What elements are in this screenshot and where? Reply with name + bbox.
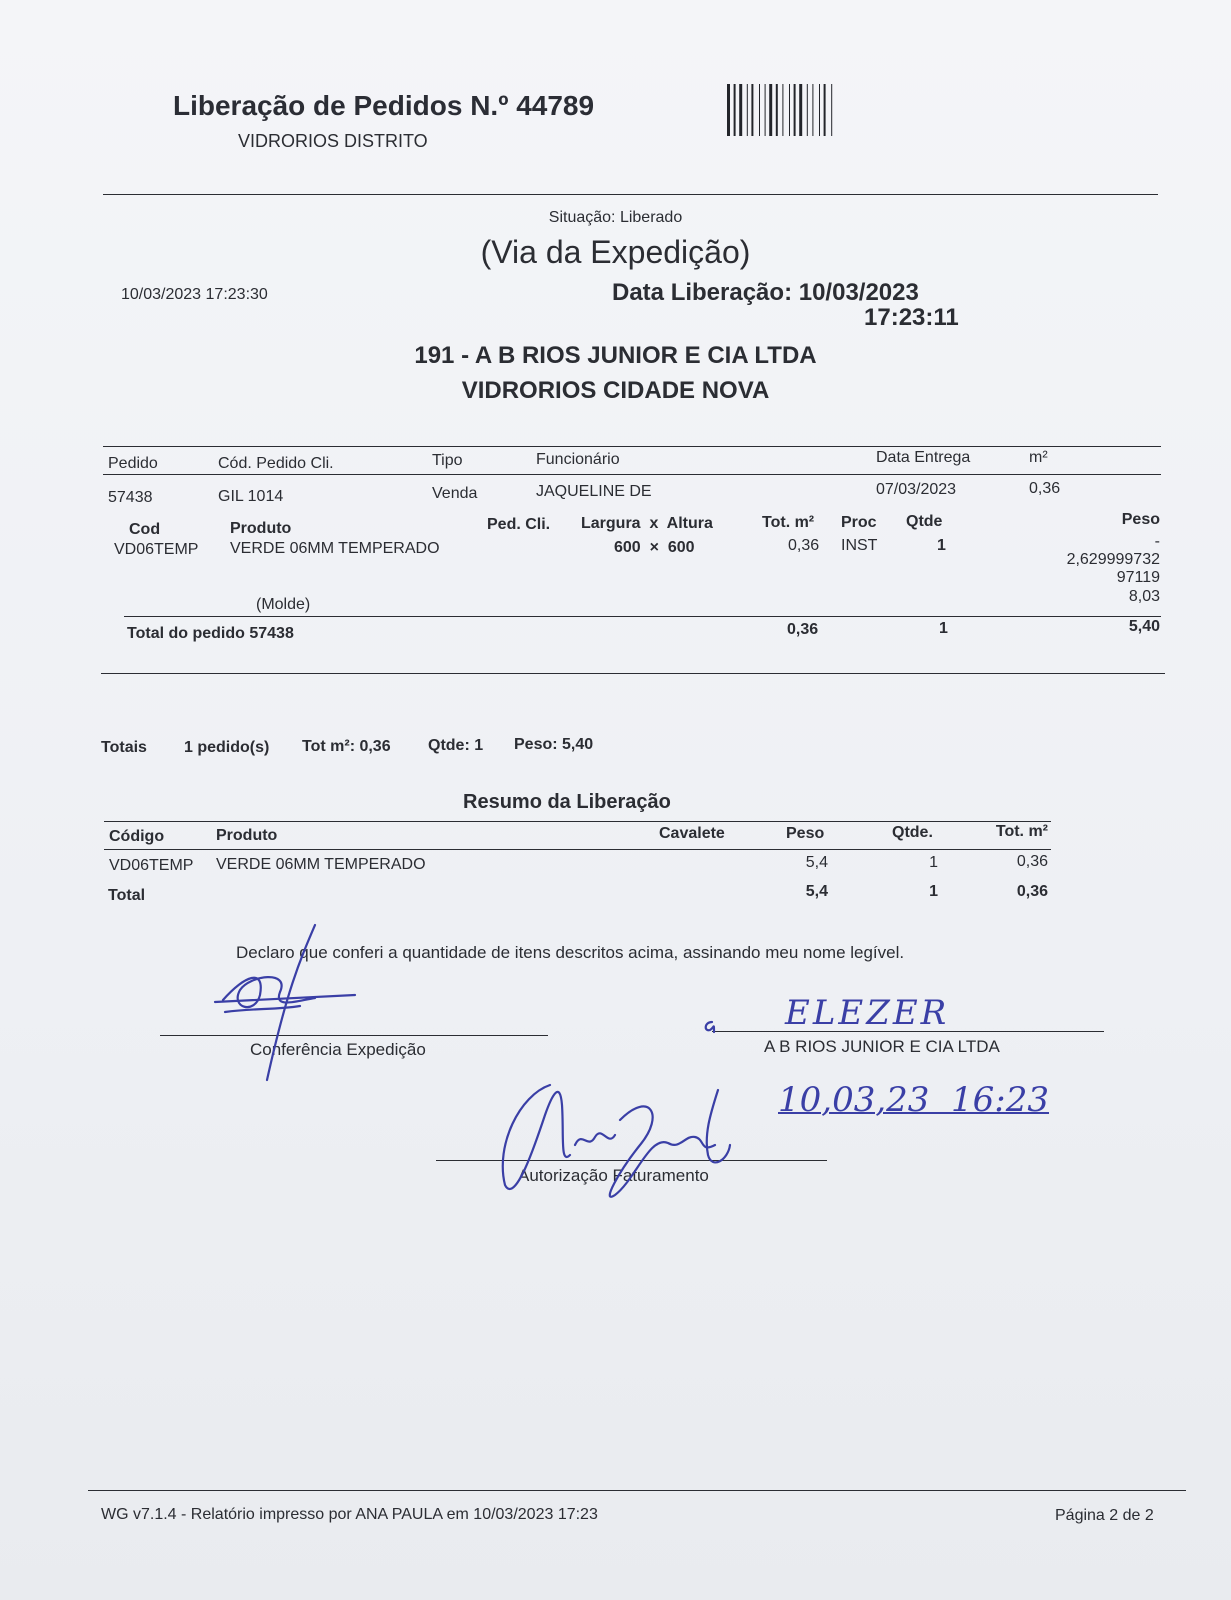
order-data-entrega: 07/03/2023 xyxy=(876,481,957,498)
item-header-qtde: Qtde xyxy=(906,513,943,530)
summary-row-tot-m2: 0,36 xyxy=(1016,853,1048,870)
data-liberacao: Data Liberação: 10/03/2023 xyxy=(612,279,919,306)
item-header-proc: Proc xyxy=(841,514,877,531)
item-header-largura-altura: Largura x Altura xyxy=(581,515,713,532)
item-qtde: 1 xyxy=(937,537,946,554)
item-cod: VD06TEMP xyxy=(114,541,199,558)
divider xyxy=(101,673,1165,674)
barcode xyxy=(727,84,912,136)
signature-mark xyxy=(700,1018,720,1038)
order-funcionario: JAQUELINE DE xyxy=(536,483,652,500)
item-molde: (Molde) xyxy=(256,596,311,613)
col-header-m2: m² xyxy=(1029,449,1048,466)
totals-pedidos: 1 pedido(s) xyxy=(184,739,270,756)
divider xyxy=(103,474,1161,475)
order-pedido: 57438 xyxy=(108,489,153,506)
item-peso-line-2: 97119 xyxy=(1116,569,1160,586)
summary-row-peso: 5,4 xyxy=(805,854,828,871)
order-total-qtde: 1 xyxy=(939,620,948,637)
summary-total-peso: 5,4 xyxy=(805,883,828,900)
summary-header-produto: Produto xyxy=(216,827,278,844)
label-autorizacao-faturamento: Autorização Faturamento xyxy=(518,1166,709,1185)
client-line-1: 191 - A B RIOS JUNIOR E CIA LTDA xyxy=(414,342,817,369)
signature-conferencia xyxy=(205,920,365,1100)
summary-header-cavalete: Cavalete xyxy=(659,825,725,842)
label-conferencia-expedicao: Conferência Expedição xyxy=(250,1040,426,1059)
item-peso-dash: - xyxy=(1154,533,1160,550)
divider xyxy=(124,616,1161,617)
footer-page-number: Página 2 de 2 xyxy=(1055,1507,1154,1524)
summary-row-qtde: 1 xyxy=(929,854,938,871)
status-situacao: Situação: Liberado xyxy=(548,209,683,226)
handwritten-date: 10,03,23 16:23 xyxy=(778,1080,1050,1120)
via-label: (Via da Expedição) xyxy=(480,234,751,270)
col-header-funcionario: Funcionário xyxy=(536,451,620,468)
summary-row-codigo: VD06TEMP xyxy=(109,857,194,874)
order-total-label: Total do pedido 57438 xyxy=(127,625,294,642)
col-header-data-entrega: Data Entrega xyxy=(876,449,971,466)
col-header-cod-pedido-cli: Cód. Pedido Cli. xyxy=(218,455,334,472)
summary-row-produto: VERDE 06MM TEMPERADO xyxy=(216,856,426,873)
divider xyxy=(104,849,1051,850)
document-title: Liberação de Pedidos N.º 44789 xyxy=(173,90,595,121)
hora-liberacao: 17:23:11 xyxy=(864,304,959,331)
item-header-cod: Cod xyxy=(129,521,161,538)
totals-label: Totais xyxy=(101,739,147,756)
printed-timestamp: 10/03/2023 17:23:30 xyxy=(121,286,268,303)
item-header-peso: Peso xyxy=(1121,511,1160,528)
summary-header-codigo: Código xyxy=(109,828,165,845)
order-m2: 0,36 xyxy=(1029,480,1061,497)
client-line-2: VIDRORIOS CIDADE NOVA xyxy=(461,377,770,404)
order-tipo: Venda xyxy=(432,485,478,502)
col-header-pedido: Pedido xyxy=(108,455,158,472)
summary-header-qtde: Qtde. xyxy=(892,824,933,841)
summary-title: Resumo da Liberação xyxy=(463,791,671,813)
item-dimensions: 600 × 600 xyxy=(614,539,695,556)
summary-total-tot-m2: 0,36 xyxy=(1016,883,1048,900)
order-cod-pedido-cli: GIL 1014 xyxy=(218,488,284,505)
footer-divider xyxy=(88,1490,1186,1491)
summary-header-tot-m2: Tot. m² xyxy=(995,823,1048,840)
item-header-tot-m2: Tot. m² xyxy=(762,514,815,531)
col-header-tipo: Tipo xyxy=(432,452,463,469)
item-header-produto: Produto xyxy=(230,520,292,537)
item-produto: VERDE 06MM TEMPERADO xyxy=(230,540,440,557)
summary-total-qtde: 1 xyxy=(929,883,938,900)
signature-autorizacao xyxy=(490,1075,750,1215)
item-tot-m2: 0,36 xyxy=(788,537,820,554)
divider xyxy=(103,446,1161,447)
divider xyxy=(104,821,1051,822)
item-proc: INST xyxy=(841,537,878,554)
handwritten-name: ELEZER xyxy=(785,993,950,1033)
footer-print-info: WG v7.1.4 - Relatório impresso por ANA PAULA em 10/03/2023 17:23 xyxy=(101,1506,598,1523)
order-total-peso: 5,40 xyxy=(1128,618,1160,635)
totals-peso: Peso: 5,40 xyxy=(514,736,594,753)
totals-m2: Tot m²: 0,36 xyxy=(302,738,391,755)
totals-qtde: Qtde: 1 xyxy=(428,737,484,754)
item-header-ped-cli: Ped. Cli. xyxy=(487,516,551,533)
order-total-m2: 0,36 xyxy=(787,621,819,638)
summary-header-peso: Peso xyxy=(786,825,825,842)
declaration-text: Declaro que conferi a quantidade de itens descritos acima, assinando meu nome legível. xyxy=(236,943,905,962)
summary-total-label: Total xyxy=(108,887,146,904)
item-peso-line-3: 8,03 xyxy=(1128,588,1160,605)
divider xyxy=(103,194,1158,195)
issuer-name: VIDRORIOS DISTRITO xyxy=(238,131,428,151)
item-peso-line-1: 2,629999732 xyxy=(1066,551,1160,568)
label-client-name: A B RIOS JUNIOR E CIA LTDA xyxy=(764,1037,1000,1056)
